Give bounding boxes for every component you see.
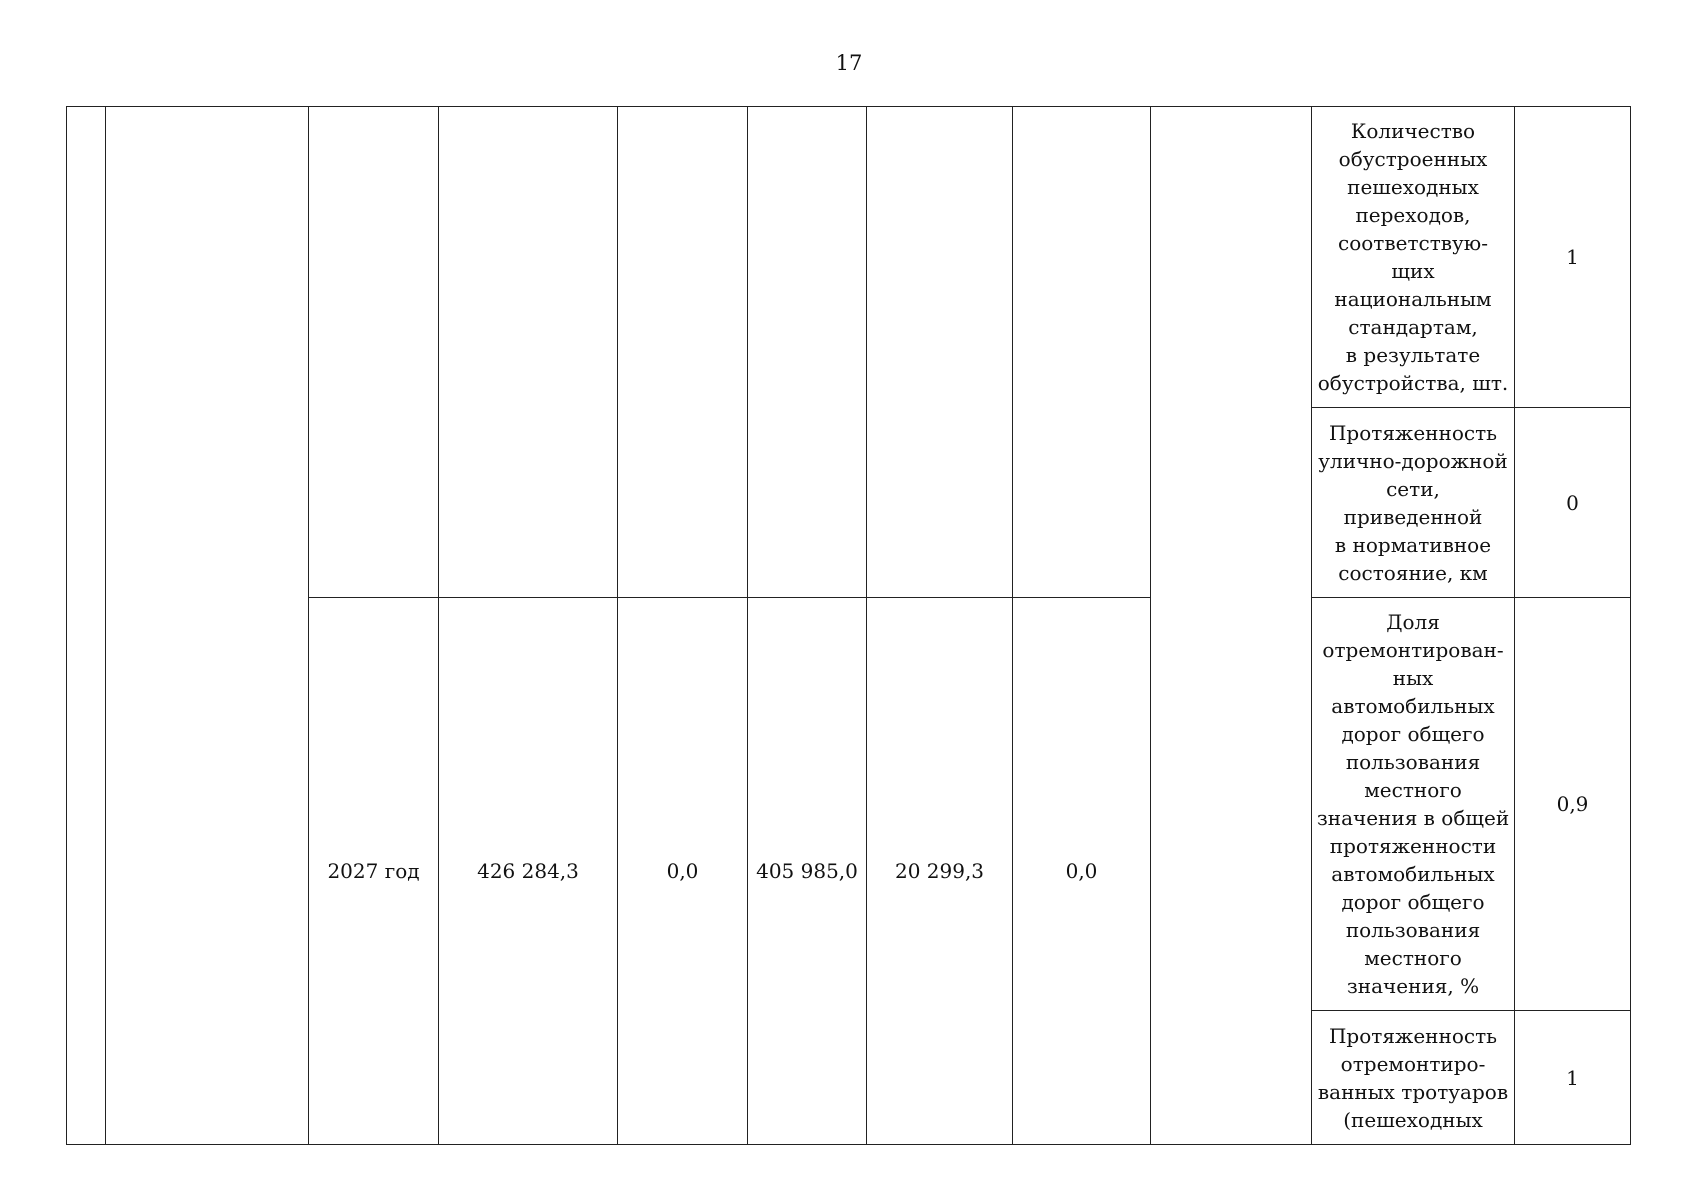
program-table [66, 106, 1631, 1145]
indicator-value: 0,9 [1515, 598, 1631, 1011]
indicator-value: 0 [1515, 408, 1631, 598]
cell-total: 426 284,3 [439, 598, 618, 1145]
cell-other-sources: 0,0 [1013, 598, 1151, 1145]
cell-year: 2027 год [309, 598, 439, 1145]
indicator-name: Протяженность улично-дорожной сети, приведенной в нормативное состояние, км [1312, 408, 1515, 598]
cell-executor [1151, 107, 1312, 1145]
cell-event-name [106, 107, 309, 1145]
indicator-name: Доля отремонтирован- ных автомобильных дорог общего пользования местного значения в общей протяженности автомобильных дорог общего пользования местного значения, % [1312, 598, 1515, 1011]
cell-local-previous [867, 107, 1013, 598]
cell-total-previous [439, 107, 618, 598]
cell-other-previous [1013, 107, 1151, 598]
table-row [67, 107, 1631, 408]
cell-number [67, 107, 106, 1145]
cell-year-previous [309, 107, 439, 598]
indicator-name: Количество обустроенных пешеходных переходов, соответствую- щих национальным стандартам, в результате обустройства, шт. [1312, 107, 1515, 408]
cell-local-budget: 20 299,3 [867, 598, 1013, 1145]
indicator-value: 1 [1515, 107, 1631, 408]
page-number: 17 [835, 51, 863, 75]
cell-federal-previous [618, 107, 748, 598]
indicator-value: 1 [1515, 1011, 1631, 1145]
cell-federal-budget: 0,0 [618, 598, 748, 1145]
cell-regional-budget: 405 985,0 [748, 598, 867, 1145]
cell-regional-previous [748, 107, 867, 598]
indicator-name: Протяженность отремонтиро- ванных тротуаров (пешеходных [1312, 1011, 1515, 1145]
